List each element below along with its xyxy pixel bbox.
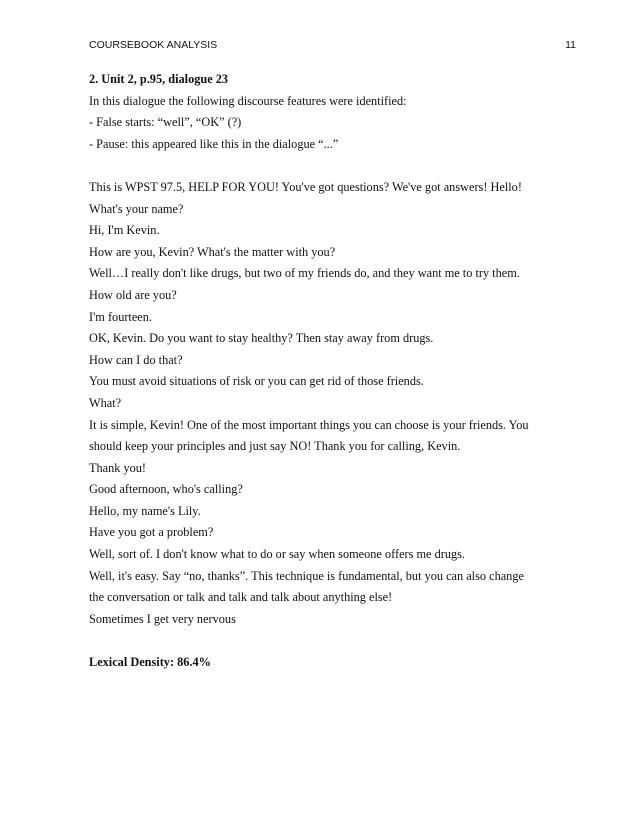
dialogue-line: OK, Kevin. Do you want to stay healthy? Then stay away from drugs. <box>89 331 434 346</box>
dialogue-line: What's your name? <box>89 201 184 216</box>
dialogue-line: This is WPST 97.5, HELP FOR YOU! You've got questions? We've got answers! Hello! <box>89 179 522 194</box>
dialogue-line: Sometimes I get very nervous <box>89 611 236 626</box>
dialogue-line: It is simple, Kevin! One of the most important things you can choose is your friends. You <box>89 417 529 432</box>
page-content <box>89 69 579 674</box>
dialogue-line: Thank you! <box>89 460 147 475</box>
dialogue-line: Hi, I'm Kevin. <box>89 223 160 238</box>
dialogue-line: How can I do that? <box>89 352 183 367</box>
section-heading: 2. Unit 2, p.95, dialogue 23 <box>89 72 229 86</box>
page-header <box>89 38 576 52</box>
dialogue-line: I'm fourteen. <box>89 309 152 324</box>
dialogue-line: Have you got a problem? <box>89 525 214 540</box>
dialogue-line: Hello, my name's Lily. <box>89 503 201 518</box>
dialogue-line: Good afternoon, who's calling? <box>89 482 243 497</box>
dialogue-block <box>89 177 579 630</box>
dialogue-line: should keep your principles and just say NO! Thank you for calling, Kevin. <box>89 439 461 454</box>
feature-item: - Pause: this appeared like this in the dialogue “...” <box>89 136 339 151</box>
section-intro: In this dialogue the following discourse features were identified: <box>89 93 407 108</box>
blank-line <box>89 630 579 652</box>
dialogue-line: How are you, Kevin? What's the matter with you? <box>89 244 336 259</box>
dialogue-line: the conversation or talk and talk and talk about anything else! <box>89 590 393 605</box>
dialogue-line: Well, it's easy. Say “no, thanks”. This technique is fundamental, but you can also change <box>89 568 524 583</box>
header-title: COURSEBOOK ANALYSIS <box>89 39 218 51</box>
dialogue-line: Well, sort of. I don't know what to do or say when someone offers me drugs. <box>89 547 465 562</box>
page-number: 11 <box>565 39 576 51</box>
lexical-density: Lexical Density: 86.4% <box>89 655 211 670</box>
dialogue-line: You must avoid situations of risk or you can get rid of those friends. <box>89 374 424 389</box>
blank-line <box>89 155 579 177</box>
dialogue-line: Well…I really don't like drugs, but two of my friends do, and they want me to try them. <box>89 266 520 281</box>
dialogue-line: What? <box>89 395 122 410</box>
dialogue-line: How old are you? <box>89 287 177 302</box>
feature-item: - False starts: “well”, “OK” (?) <box>89 115 242 130</box>
